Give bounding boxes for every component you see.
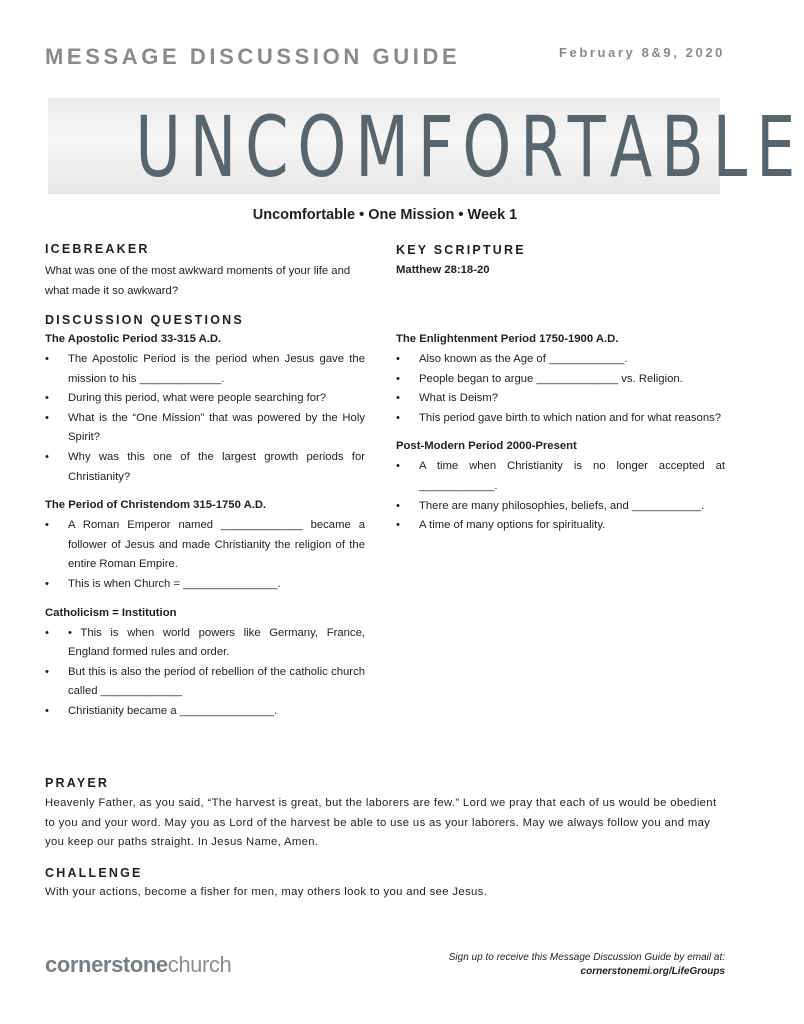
challenge-heading: CHALLENGE: [45, 866, 143, 880]
bullet-glyph: •: [396, 353, 400, 365]
list-item: • A time of many options for spirituality.: [396, 516, 725, 536]
discussion-left-column: [45, 333, 365, 722]
bullet-glyph: •: [45, 392, 49, 405]
list-item: • But this is also the period of rebellion of the catholic church called _____________: [45, 663, 365, 702]
list-item: • What is Deism?: [396, 389, 725, 409]
bullet-glyph: •: [45, 353, 49, 365]
signup-note: [449, 951, 725, 979]
list-item: • Why was this one of the largest growth periods for Christianity?: [45, 448, 365, 487]
signup-link[interactable]: cornerstonemi.org/LifeGroups: [580, 966, 725, 977]
bullet-glyph: •: [396, 411, 400, 424]
post-modern-period-title: Post-Modern Period 2000-Present: [396, 440, 577, 453]
list-item: • • This is when world powers like Germany, France, England formed rules and order.: [45, 624, 365, 663]
list-item: • What is the “One Mission” that was powered by the Holy Spirit?: [45, 409, 365, 448]
guide-title: MESSAGE DISCUSSION GUIDE: [45, 44, 461, 69]
bullet-glyph: •: [396, 460, 400, 473]
bullet-glyph: •: [45, 577, 49, 590]
bullet-glyph: •: [45, 626, 49, 639]
bullet-glyph: •: [45, 519, 49, 532]
bullet-glyph: •: [396, 519, 400, 532]
logo-light-part: church: [167, 952, 232, 977]
catholicism-title: Catholicism = Institution: [45, 606, 177, 619]
bullet-glyph: •: [45, 665, 49, 678]
bullet-glyph: •: [396, 372, 400, 385]
list-item: • A Roman Emperor named _____________ became a follower of Jesus and made Christianity the religion of the entire Roman Empire.: [45, 516, 365, 575]
list-item: • A time when Christianity is no longer accepted at ____________.: [396, 457, 725, 496]
list-item: • Christianity became a _______________.: [45, 702, 365, 722]
list-item: • This period gave birth to which nation and for what reasons?: [396, 409, 725, 429]
list-item: • People began to argue _____________ vs. Religion.: [396, 370, 725, 390]
list-item: • During this period, what were people searching for?: [45, 389, 365, 409]
series-banner: [48, 98, 804, 196]
key-scripture-reference: Matthew 28:18-20: [396, 264, 490, 276]
key-scripture-heading: KEY SCRIPTURE: [396, 243, 526, 257]
apostolic-period-title: The Apostolic Period 33-315 A.D.: [45, 333, 222, 345]
prayer-heading: PRAYER: [45, 776, 110, 790]
list-item: • This is when Church = _______________.: [45, 575, 365, 595]
challenge-text: With your actions, become a fisher for men, may others look to you and see Jesus.: [45, 886, 488, 898]
icebreaker-heading: ICEBREAKER: [45, 242, 150, 256]
logo-bold-part: cornerstone: [45, 952, 168, 977]
discussion-right-column: [396, 333, 725, 536]
icebreaker-question: What was one of the most awkward moments of your life and what made it so awkward?: [45, 265, 351, 297]
list-item: • There are many philosophies, beliefs, and ___________.: [396, 497, 725, 517]
christendom-period-title: The Period of Christendom 315-1750 A.D.: [45, 499, 267, 512]
bullet-glyph: •: [45, 704, 49, 717]
bullet-glyph: •: [45, 450, 49, 463]
list-item: • The Apostolic Period is the period when Jesus gave the mission to his _____________.: [45, 350, 365, 389]
series-subtitle: Uncomfortable • One Mission • Week 1: [252, 207, 518, 223]
list-item: • Also known as the Age of ____________.: [396, 350, 725, 370]
prayer-text: Heavenly Father, as you said, “The harvest is great, but the laborers are few.” Lord we pray that each of us would be obedient to you and your word. May you as Lord of the harvest be able to use us as your laborers. May we always follow you and may you keep our paths straight. In Jesus Name, Amen.: [45, 797, 717, 849]
enlightenment-period-title: The Enlightenment Period 1750-1900 A.D.: [396, 333, 619, 345]
signup-text: Sign up to receive this Message Discussion Guide by email at:: [448, 952, 725, 963]
church-logo: [45, 952, 231, 978]
bullet-glyph: •: [45, 411, 49, 424]
bullet-glyph: •: [396, 499, 400, 512]
discussion-heading: DISCUSSION QUESTIONS: [45, 313, 244, 327]
series-banner-word: UNCOMFORTABLE: [135, 98, 804, 196]
guide-date: February 8&9, 2020: [558, 45, 725, 60]
bullet-glyph: •: [396, 392, 400, 405]
